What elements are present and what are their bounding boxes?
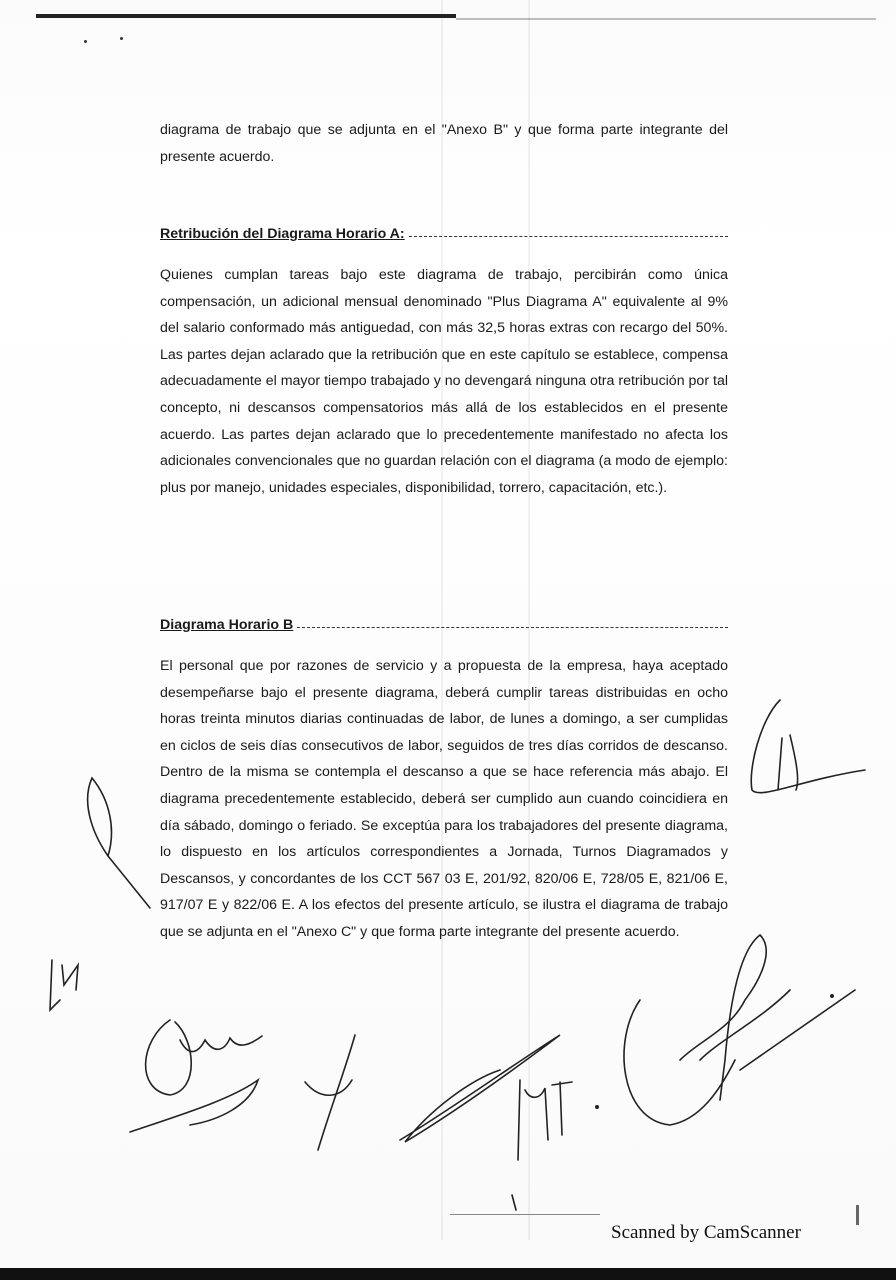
- section-a-body: Quienes cumplan tareas bajo este diagrama de trabajo, percibirán como única compensación, un adicional mensual denominado "Plus Diagrama A" equivalente al 9% del salario conformado más antiguedad, con más 32,5 horas extras con recargo del 50%. Las partes dejan aclarado que la retribución que en este capítulo se establece, compensa adecuadamente el mayor tiempo trabajado y no devengará ninguna otra retribución por tal concepto, ni descansos compensatorios más allá de los establecidos en el presente acuerdo. Las partes dejan aclarado que lo precedentemente manifestado no afecta los adicionales convencionales que no guardan relación con el diagrama (a modo de ejemplo: plus por manejo, unidades especiales, disponibilidad, torrero, capacitación, etc.).: [160, 267, 728, 496]
- paragraph-continuation: diagrama de trabajo que se adjunta en el "Anexo B" y que forma parte integrante del presente acuerdo.: [160, 122, 728, 165]
- signature-leaf: [88, 778, 150, 908]
- heading-dash-leader: [297, 626, 728, 628]
- signature-2: [305, 1035, 355, 1150]
- top-rule: [36, 14, 456, 18]
- signature-1: [130, 1020, 262, 1132]
- signature-6: [751, 700, 865, 793]
- section-b-body: El personal que por razones de servicio y a propuesta de la empresa, haya aceptado desempeñarse bajo el presente diagrama, deberá cumplir tareas distribuidas en ocho horas treinta minutos diarias continuadas de labor, de lunes a domingo, a ser cumplidas en ciclos de seis días consecutivos de labor, seguidos de tres días corridos de descanso. Dentro de la misma se contempla el descanso a que se hace referencia más abajo. El diagrama precedentemente establecido, deberá ser cumplido aun cuando coincidiera en día sábado, domingo o feriado. Se exceptúa para los trabajadores del presente diagrama, lo dispuesto en los artículos correspondientes a Jornada, Turnos Diagramados y Descansos, y concordantes de los CCT 567 03 E, 201/92, 820/06 E, 728/05 E, 821/06 E, 917/07 E y 822/06 E. A los efectos del presente artículo, se ilustra el diagrama de trabajo que se adjunta en el "Anexo C" y que forma parte integrante del presente acuerdo.: [160, 658, 728, 940]
- signature-5: [624, 935, 855, 1125]
- signature-4: [512, 1080, 572, 1210]
- section-a-heading: [160, 226, 728, 242]
- edge-mark: [856, 1205, 859, 1225]
- scanner-watermark: Scanned by CamScanner: [611, 1222, 801, 1243]
- scan-speck: [120, 37, 123, 40]
- signature-dot: [595, 1105, 599, 1109]
- bottom-rule: [450, 1214, 600, 1215]
- section-b-heading: [160, 617, 728, 633]
- section-a-title: Retribución del Diagrama Horario A:: [160, 226, 405, 242]
- top-rule-faint: [456, 18, 876, 20]
- scan-speck: [84, 40, 87, 43]
- section-b-title: Diagrama Horario B: [160, 617, 294, 633]
- signature-3: [400, 1035, 560, 1142]
- signature-initials: [50, 960, 78, 1010]
- signature-dot: [830, 994, 834, 998]
- heading-dash-leader: [409, 235, 728, 237]
- scan-bottom-edge: [0, 1268, 896, 1280]
